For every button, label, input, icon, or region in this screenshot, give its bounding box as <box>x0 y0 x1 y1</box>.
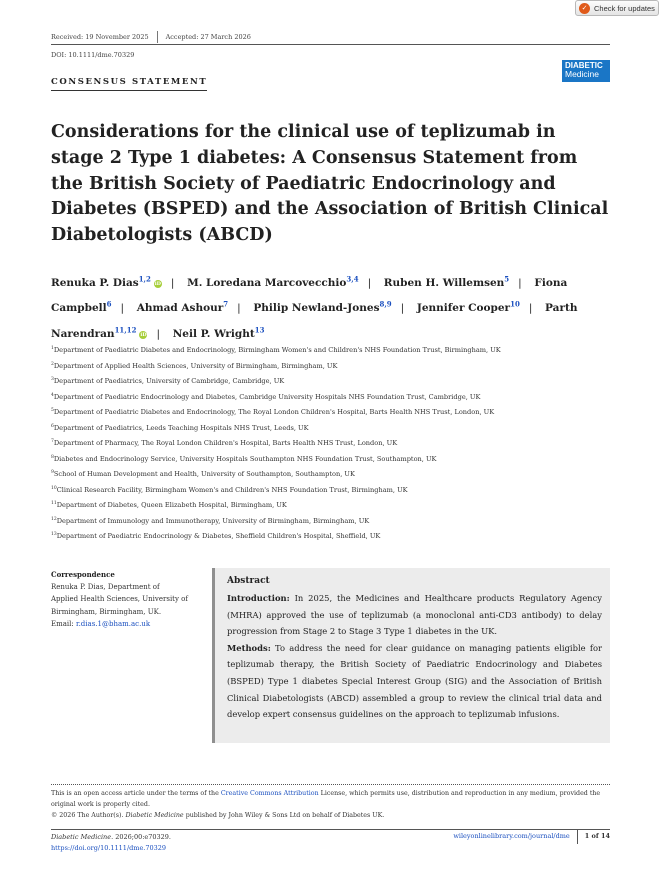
author-name: Ruben H. Willemsen <box>383 276 505 289</box>
correspondence <box>51 569 201 630</box>
footer-rule <box>51 829 610 830</box>
license-prefix: This is an open access article under the terms of the <box>51 790 219 797</box>
affiliation-text: Department of Diabetes, Queen Elizabeth Hospital, Birmingham, UK <box>56 501 287 510</box>
author-name: Renuka P. Dias <box>51 276 139 289</box>
affiliation-item <box>51 528 611 544</box>
affiliation-number: 13 <box>51 532 57 537</box>
author-affiliation-ref[interactable]: 3,4 <box>346 274 359 283</box>
affiliation-item <box>51 451 611 467</box>
author-separator: | <box>528 302 533 314</box>
affiliation-number: 6 <box>51 423 54 429</box>
affiliation-item <box>51 420 611 436</box>
copyright-journal: Diabetic Medicine <box>125 812 184 819</box>
affiliation-text: Diabetes and Endocrinology Service, University Hospitals Southampton NHS Foundation Trust, Southampton, UK <box>53 454 437 463</box>
correspondence-line: Renuka P. Dias, Department of <box>51 583 160 592</box>
affiliation-text: Department of Paediatric Endocrinology & Diabetes, Sheffield Children's Hospital, Sheffield, UK <box>56 532 381 541</box>
introduction-label: Introduction: <box>227 593 290 603</box>
author-affiliation-ref[interactable]: 1,2 <box>138 274 151 283</box>
affiliation-item <box>51 342 611 358</box>
affiliation-item <box>51 513 611 529</box>
author-separator: | <box>518 276 522 289</box>
affiliation-text: Clinical Research Facility, Birmingham Women's and Children's NHS Foundation Trust, Birmingham, UK <box>56 485 408 494</box>
header-rule <box>51 44 610 45</box>
author[interactable] <box>416 299 520 314</box>
footer-doi-link[interactable]: https://doi.org/10.1111/dme.70329 <box>51 844 167 852</box>
email-label: Email: <box>51 619 74 628</box>
orcid-icon[interactable]: iD <box>140 331 147 338</box>
correspondence-line: Birmingham, Birmingham, UK. <box>51 607 162 616</box>
journal-logo-line2: Medicine <box>565 69 600 79</box>
orcid-icon[interactable]: iD <box>154 280 161 287</box>
affiliation-item <box>51 358 611 374</box>
affiliation-number: 2 <box>51 361 54 367</box>
author-name: Parth Narendran <box>51 302 578 340</box>
copyright-suffix: published by John Wiley & Sons Ltd on behalf of Diabetes UK. <box>185 812 385 819</box>
affiliation-list <box>51 342 611 544</box>
author-affiliation-ref[interactable]: 6 <box>106 299 112 309</box>
author-affiliation-ref[interactable]: 5 <box>504 274 510 283</box>
article-title: Considerations for the clinical use of teplizumab in stage 2 Type 1 diabetes: A Consensus Statement from the British Society of Paediatric Endocrinology and Diabetes (BSPED) and the Association of British Clinical Diabetologists (ABCD) <box>51 122 609 246</box>
check-updates-label: Check for updates <box>594 3 655 13</box>
introduction-text: In 2025, the Medicines and Healthcare products Regulatory Agency (MHRA) approved the use of teplizumab (a monoclonal anti-CD3 antibody) to delay progression from Stage 2 to Stage 3 Type 1 diabetes in the UK. <box>227 593 602 637</box>
copyright-line <box>51 810 610 821</box>
affiliation-text: Department of Immunology and Immunotherapy, University of Birmingham, Birmingham, UK <box>56 516 370 525</box>
author[interactable] <box>187 274 359 289</box>
license-link[interactable]: Creative Commons Attribution <box>220 790 319 797</box>
affiliation-number: 4 <box>51 392 54 398</box>
affiliation-number: 9 <box>51 470 54 475</box>
license-suffix: License, which permits use, distribution and reproduction in any medium, provided the original work is properly cited. <box>51 790 601 808</box>
footer-journal: Diabetic Medicine. <box>51 833 114 841</box>
author-affiliation-ref[interactable]: 7 <box>223 299 229 309</box>
methods-text: To address the need for clear guidance on managing patients eligible for teplizumab therapy, the British Society of Paediatric Endocrinology and Diabetes (BSPED) Type 1 diabetes Special Interest Group (SIG) and the Association of British Clinical Diabetologists (ABCD) assembled a group to review the clinical trial data and develop expert consensus guidelines on the approach to teplizumab infusions. <box>227 642 602 720</box>
footer-citation-text: 2026;00:e70329. <box>115 833 172 841</box>
received-date: Received: 19 November 2025 <box>51 33 149 41</box>
methods-label: Methods: <box>227 642 271 653</box>
affiliation-text: Department of Applied Health Sciences, University of Birmingham, Birmingham, UK <box>53 361 338 370</box>
email-link[interactable]: r.dias.1@bham.ac.uk <box>76 619 151 628</box>
affiliation-number: 7 <box>51 439 54 444</box>
author-affiliation-ref[interactable]: 8,9 <box>379 299 392 309</box>
affiliation-number: 8 <box>51 454 54 460</box>
correspondence-email-row <box>51 618 201 630</box>
affiliation-text: Department of Paediatrics, Leeds Teaching Hospitals NHS Trust, Leeds, UK <box>53 423 309 432</box>
correspondence-line: Applied Health Sciences, University of <box>51 595 188 604</box>
journal-site-link[interactable]: wileyonlinelibrary.com/journal/dme <box>453 832 570 840</box>
author-separator: | <box>170 276 175 289</box>
accepted-date: Accepted: 27 March 2026 <box>165 33 251 41</box>
affiliation-text: Department of Paediatric Diabetes and Endocrinology, The Royal London Children's Hospital, Barts Health NHS Trust, London, UK <box>53 408 495 417</box>
author-affiliation-ref[interactable]: 11,12 <box>114 325 137 334</box>
abstract-box <box>212 568 610 743</box>
citation-line <box>51 832 171 843</box>
affiliation-number: 3 <box>51 377 54 382</box>
author[interactable] <box>172 325 265 340</box>
page-number: 1 of 14 <box>584 832 610 840</box>
footer-right <box>453 832 610 844</box>
check-updates-icon: ✓ <box>579 3 590 14</box>
author-name: Neil P. Wright <box>172 327 255 340</box>
affiliation-item <box>51 482 611 498</box>
affiliation-number: 10 <box>51 485 57 491</box>
author-separator: | <box>237 302 241 314</box>
affiliation-item <box>51 466 611 482</box>
author-separator: | <box>400 302 405 314</box>
footer-separator <box>577 830 578 844</box>
footer-citation <box>51 832 171 854</box>
author-name: Ahmad Ashour <box>136 302 224 314</box>
header-doi: DOI: 10.1111/dme.70329 <box>51 51 135 59</box>
affiliation-number: 12 <box>51 516 57 522</box>
affiliation-item <box>51 404 611 420</box>
author-affiliation-ref[interactable]: 13 <box>254 325 265 334</box>
affiliation-text: Department of Pharmacy, The Royal London Children's Hospital, Barts Health NHS Trust, London, UK <box>53 439 398 448</box>
affiliation-number: 5 <box>51 408 54 413</box>
journal-logo-line1: DIABETIC <box>565 61 603 70</box>
affiliation-text: Department of Paediatric Endocrinology and Diabetes, Cambridge University Hospitals NHS Foundation Trust, Cambridge, UK <box>53 392 481 401</box>
license-text <box>51 788 610 810</box>
author[interactable] <box>136 299 229 314</box>
affiliation-number: 1 <box>51 346 54 351</box>
copyright-prefix: © 2026 The Author(s). <box>51 812 124 819</box>
author-list <box>51 268 611 345</box>
affiliation-item <box>51 389 611 405</box>
abstract-introduction <box>227 590 602 640</box>
affiliation-item <box>51 373 611 389</box>
author-separator: | <box>120 302 125 314</box>
date-separator <box>157 31 158 43</box>
author[interactable] <box>383 274 510 289</box>
affiliation-text: School of Human Development and Health, University of Southampton, Southampton, UK <box>53 470 355 479</box>
footer-dotted-rule <box>51 784 610 785</box>
affiliation-number: 11 <box>51 501 57 506</box>
author[interactable] <box>253 299 392 314</box>
affiliation-item <box>51 497 611 513</box>
author-name: Philip Newland-Jones <box>253 302 380 314</box>
author-separator: | <box>367 276 372 289</box>
journal-logo[interactable] <box>562 60 610 82</box>
affiliation-text: Department of Paediatric Diabetes and Endocrinology, Birmingham Women's and Children's NHS Foundation Trust, Birmingham, UK <box>53 346 501 355</box>
affiliation-item <box>51 435 611 451</box>
check-for-updates-button[interactable] <box>575 0 659 16</box>
author-name: M. Loredana Marcovecchio <box>187 276 347 289</box>
author-name: Jennifer Cooper <box>416 302 511 314</box>
author[interactable] <box>51 274 162 289</box>
abstract-heading: Abstract <box>227 576 270 586</box>
correspondence-heading: Correspondence <box>51 570 115 579</box>
affiliation-text: Department of Paediatrics, University of Cambridge, Cambridge, UK <box>53 377 285 386</box>
article-dates <box>51 33 251 43</box>
author-separator: | <box>156 327 161 340</box>
author-affiliation-ref[interactable]: 10 <box>510 299 520 309</box>
abstract-methods <box>227 640 602 723</box>
license-notice <box>51 788 610 821</box>
section-label: CONSENSUS STATEMENT <box>51 77 207 91</box>
author-name: Fiona Campbell <box>51 276 568 314</box>
